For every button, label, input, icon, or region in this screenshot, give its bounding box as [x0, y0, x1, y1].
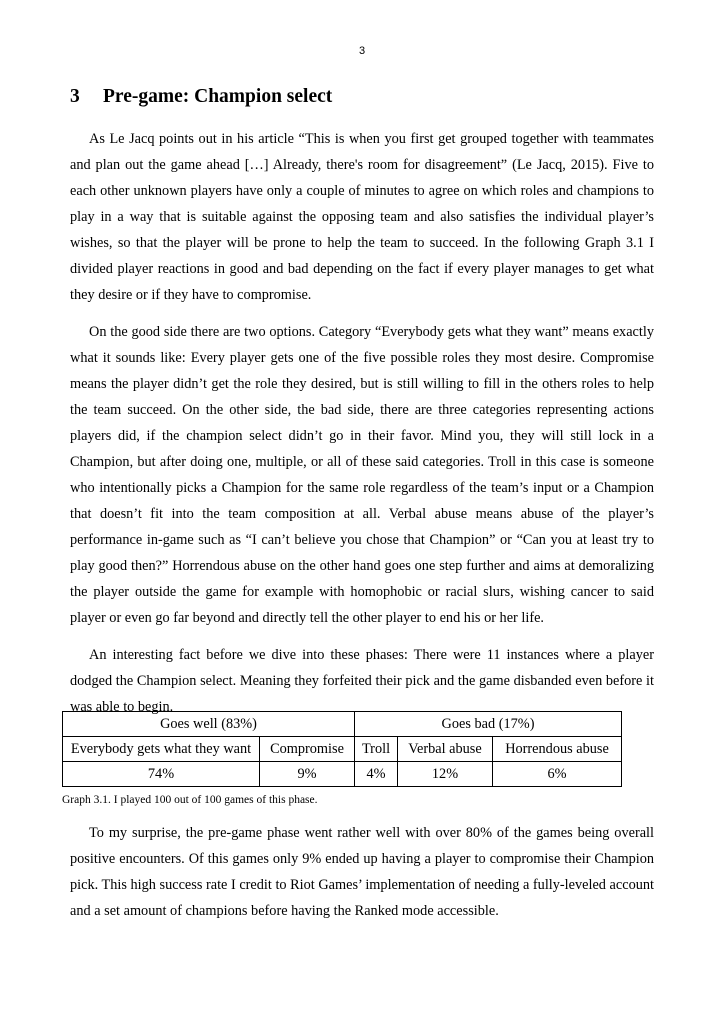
header-verbal-abuse: Verbal abuse [398, 737, 493, 762]
value-verbal-abuse: 12% [398, 762, 493, 787]
section-title: Pre-game: Champion select [103, 86, 333, 107]
section-heading [70, 86, 332, 108]
body-text [70, 126, 654, 731]
group-goes-well: Goes well (83%) [63, 712, 355, 737]
paragraph-1: As Le Jacq points out in his article “This is when you first get grouped together with teammates and plan out the game ahead […] Already, there's room for disagreement” (Le Jacq, 2015). Five to each other unknown players have only a couple of minutes to agree on which roles and champions to play in a way that is suitable against the opposing team and also satisfies the individual player’s wishes, so that the player will be prone to help the team to succeed. In the following Graph 3.1 I divided player reactions in good and bad depending on the fact if every player manages to get what they desire or if they have to compromise. [70, 131, 654, 303]
group-goes-bad: Goes bad (17%) [355, 712, 622, 737]
value-horrendous-abuse: 6% [493, 762, 622, 787]
paragraph-2: On the good side there are two options. Category “Everybody gets what they want” means exactly what it sounds like: Every player gets one of the five possible roles they most desire. Compromise means the player didn’t get the role they desired, but is still willing to fill in the others roles to help the team succeed. On the other side, the bad side, there are three categories representing actions players did, if the champion select didn’t go in their favor. Mind you, they will still lock in a Champion, but after doing one, multiple, or all of these said categories. Troll in this case is someone who intentionally picks a Champion for the same role regardless of the team’s input or a Champion that doesn’t fit into the team composition at all. Verbal abuse means abuse of the player’s performance in-game such as “I can’t believe you chose that Champion” or “Can you at least try to play good then?” Horrendous abuse on the other hand goes one step further and aims at demoralizing the player outside the game for example with homophobic or racial slurs, wishing cancer to said player or even go far beyond and directly tell the other player to end his or her life. [70, 324, 654, 626]
section-number: 3 [70, 86, 80, 107]
header-everybody: Everybody gets what they want [63, 737, 260, 762]
header-troll: Troll [355, 737, 398, 762]
header-compromise: Compromise [260, 737, 355, 762]
table-group-row [63, 712, 622, 737]
page-number: 3 [358, 45, 366, 57]
body-text-continued [70, 820, 654, 924]
header-horrendous-abuse: Horrendous abuse [493, 737, 622, 762]
table-caption: Graph 3.1. I played 100 out of 100 games of this phase. [62, 794, 318, 806]
paragraph-4: To my surprise, the pre-game phase went rather well with over 80% of the games being overall positive encounters. Of this games only 9% ended up having a player to compromise their Champion pick. This high success rate I credit to Riot Games’ implementation of needing a fully-leveled account and a set amount of champions before having the Ranked mode accessible. [70, 825, 654, 919]
results-table [62, 711, 622, 787]
value-troll: 4% [355, 762, 398, 787]
table-row [63, 762, 622, 787]
table-header-row [63, 737, 622, 762]
value-everybody: 74% [63, 762, 260, 787]
results-table-container [62, 711, 622, 787]
paragraph-3: An interesting fact before we dive into these phases: There were 11 instances where a player dodged the Champion select. Meaning they forfeited their pick and the game disbanded even before it was able to begin. [70, 647, 654, 715]
value-compromise: 9% [260, 762, 355, 787]
